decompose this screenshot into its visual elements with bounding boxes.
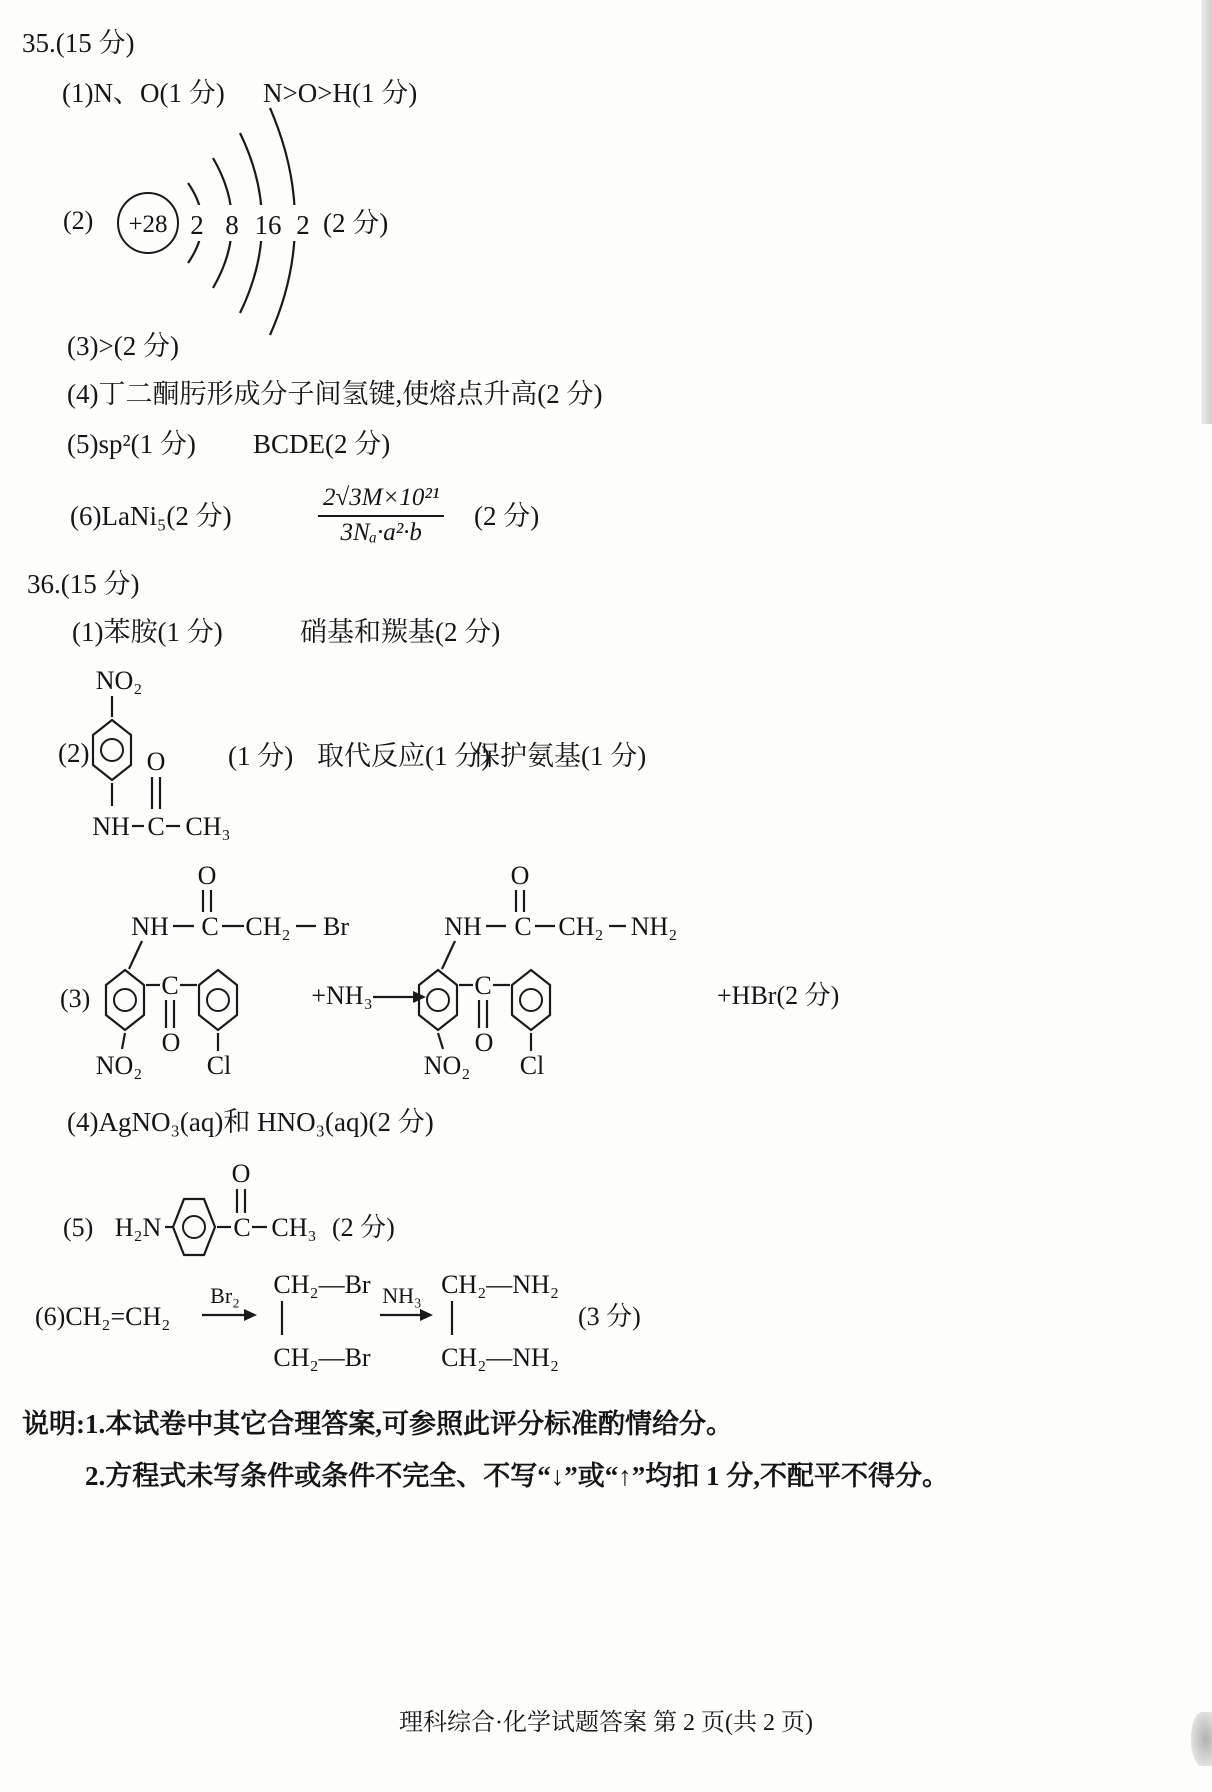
q36-answer2-score1: (1 分) [228,741,294,771]
reagent-nh3-label: NH₃ [382,1283,422,1308]
methyl-label: CH₃ [185,812,231,841]
shell2-electrons: 8 [225,210,239,240]
benzene-ring [93,720,131,780]
shell3-electrons: 16 [254,210,282,240]
methylene-label: CH₂ [245,912,291,941]
carbonyl-c-label: C [147,812,165,841]
benzene-ring [173,1199,215,1255]
q36-answer4: (4)AgNO₃(aq)和 HNO₃(aq)(2 分) [67,1107,434,1137]
nitro-group-label: NO₂ [95,666,143,695]
density-formula-fraction [318,484,444,547]
nucleus-charge: +28 [128,211,168,238]
q36-answer6-score: (3 分) [578,1302,641,1331]
amide-o-label: O [510,861,530,890]
q35-answer1-b: N>O>H(1 分) [263,78,418,108]
page-footer: 理科综合·化学试题答案 第 2 页(共 2 页) [399,1710,813,1736]
nitro-group-label: NO₂ [423,1051,471,1080]
q36-answer5-label: (5) [63,1213,94,1242]
amide-nh-label: NH [92,812,130,841]
q36-answer2-score2: 取代反应(1 分) [317,741,491,771]
q35-answer5-b: BCDE(2 分) [253,429,391,459]
amide-c-label: C [201,912,219,941]
benzene-ring-circle [427,989,449,1011]
benzene-ring [199,970,237,1030]
reaction-arrow-head [420,1309,433,1321]
dibromoethane-top: CH₂—Br [273,1270,371,1299]
amide-nh-label: NH [444,912,482,941]
grading-note-2: 2.方程式未写条件或条件不完全、不写“↓”或“↑”均扣 1 分,不配平不得分。 [85,1461,949,1491]
q35-header: 35.(15 分) [22,28,135,58]
shell4-electrons: 2 [296,210,310,240]
reaction-scheme [55,850,935,1085]
q36-answer3-label: (3) [60,984,91,1013]
q36-answer1-b: 硝基和羰基(2 分) [300,617,501,647]
ketone-o-label: O [161,1028,181,1057]
q35-answer2-score: (2 分) [323,208,389,238]
q35-answer2-label: (2) [63,206,94,235]
q35-answer4: (4)丁二酮肟形成分子间氢键,使熔点升高(2 分) [67,379,603,409]
ketone-c-label: C [474,971,492,1000]
synthesis-scheme [30,1255,690,1385]
plus-hbr-score: +HBr(2 分) [717,981,840,1010]
benzene-ring-circle [114,989,136,1011]
ketone-c-label: C [161,971,179,1000]
q35-answer3: (3)>(2 分) [67,331,179,361]
scan-artifact-blob [1191,1712,1212,1766]
nitro-group-label: NO₂ [95,1051,143,1080]
q36-answer1-a: (1)苯胺(1 分) [72,617,223,647]
amide-c-label: C [514,912,532,941]
benzene-ring [512,970,550,1030]
structure-aminoacetophenone [60,1155,405,1267]
chlorine-label: Cl [519,1051,545,1080]
q35-answer6-label: (6)LaNi₅(2 分) [70,501,232,531]
carbonyl-c-label: C [233,1213,251,1242]
reaction-arrow-head [244,1309,257,1321]
bromine-label: Br [323,912,349,941]
q35-answer6-score: (2 分) [474,501,540,531]
benzene-ring-circle [207,989,229,1011]
carbonyl-o-label: O [231,1159,251,1188]
scan-artifact-edge [1201,0,1212,424]
q36-header: 36.(15 分) [27,569,140,599]
benzene-ring-circle [101,739,123,761]
fraction-numerator: 2√3M×10²¹ [318,484,444,517]
shell1-electrons: 2 [190,210,204,240]
amino-label: NH₂ [630,912,678,941]
methyl-label: CH₃ [271,1213,317,1242]
q36-answer6-formula: (6)CH₂=CH₂ [35,1302,171,1331]
carbonyl-o-label: O [146,747,166,776]
grading-note-1: 说明:1.本试卷中其它合理答案,可参照此评分标准酌情给分。 [22,1409,733,1439]
bond [438,1033,443,1049]
methylene-label: CH₂ [558,912,604,941]
ethylenediamine-top: CH₂—NH₂ [441,1270,559,1299]
bond [122,1033,125,1049]
benzene-ring-circle [520,989,542,1011]
q36-answer2-score3: 保护氨基(1 分) [473,741,647,771]
bond [129,941,142,969]
chlorine-label: Cl [206,1051,232,1080]
bond [442,941,455,969]
benzene-ring [419,970,457,1030]
q36-answer2-label: (2) [58,738,90,768]
ketone-o-label: O [474,1028,494,1057]
q36-answer5-score: (2 分) [332,1213,395,1242]
q35-answer5-a: (5)sp²(1 分) [67,429,196,459]
reagent-br2-label: Br₂ [210,1283,240,1308]
plus-nh3-label: +NH₃ [311,981,373,1010]
amide-o-label: O [197,861,217,890]
amide-nh-label: NH [131,912,169,941]
bohr-diagram [55,105,455,345]
benzene-ring [106,970,144,1030]
benzene-ring-circle [183,1216,205,1238]
amino-label: H₂N [114,1213,162,1242]
ethylenediamine-bottom: CH₂—NH₂ [441,1343,559,1372]
fraction-denominator: 3Nₐ·a²·b [340,519,422,546]
q35-answer1-a: (1)N、O(1 分) [62,78,225,108]
dibromoethane-bottom: CH₂—Br [273,1343,371,1372]
